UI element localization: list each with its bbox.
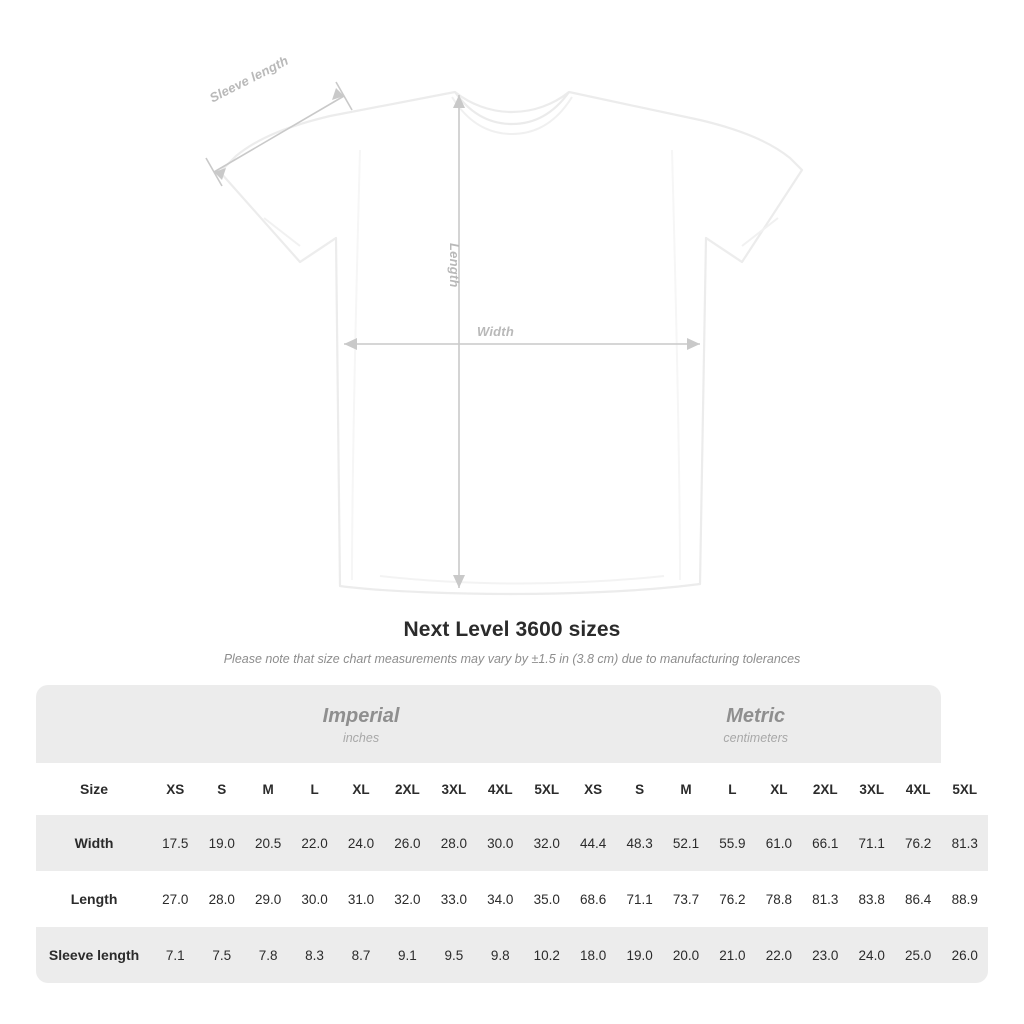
unit-header-row <box>36 685 988 763</box>
table-row-length <box>36 871 988 927</box>
cell-width-imp-s: 19.0 <box>199 815 245 871</box>
cell-width-imp-5xl: 32.0 <box>523 815 569 871</box>
cell-sleeve-imp-xs: 7.1 <box>152 927 198 983</box>
cell-length-met-5xl: 88.9 <box>951 891 978 907</box>
col-header-imp-5xl: 5XL <box>523 763 569 815</box>
title-block <box>0 618 1024 666</box>
label-width: Width <box>477 324 514 339</box>
header-size-label: Size <box>36 763 152 815</box>
label-length: Length <box>447 243 462 288</box>
col-header-imp-4xl: 4XL <box>477 763 523 815</box>
cell-length-met-4xl: 86.4 <box>905 891 932 907</box>
col-header-met-s: S <box>616 763 662 815</box>
cell-width-met-m: 52.1 <box>663 815 709 871</box>
col-header-met-3xl: 3XL <box>848 763 894 815</box>
page-title: Next Level 3600 sizes <box>403 618 621 641</box>
unit-name-imperial: Imperial <box>322 704 400 727</box>
col-header-met-xl: XL <box>756 763 802 815</box>
col-header-imp-m: M <box>245 763 291 815</box>
row-label-length: Length <box>70 891 118 907</box>
cell-length-imp-m: 29.0 <box>255 891 282 907</box>
cell-sleeve-met-m: 20.0 <box>663 927 709 983</box>
cell-sleeve-imp-4xl: 9.8 <box>477 927 523 983</box>
row-label-sleeve-length: Sleeve length <box>36 927 152 983</box>
unit-header-imperial <box>152 685 570 763</box>
cell-width-imp-m: 20.5 <box>245 815 291 871</box>
col-header-met-l: L <box>709 763 755 815</box>
size-table-container <box>36 685 988 983</box>
size-header-row <box>36 763 988 815</box>
cell-width-imp-2xl: 26.0 <box>384 815 430 871</box>
col-header-met-xs: XS <box>570 763 616 815</box>
cell-sleeve-met-xs: 18.0 <box>570 927 616 983</box>
col-header-imp-xl: XL <box>338 763 384 815</box>
cell-sleeve-imp-s: 7.5 <box>199 927 245 983</box>
unit-sub-metric: centimeters <box>723 730 788 745</box>
cell-sleeve-met-s: 19.0 <box>616 927 662 983</box>
size-table <box>36 685 988 983</box>
table-row-sleeve-length <box>36 927 988 983</box>
cell-length-imp-5xl: 35.0 <box>533 891 560 907</box>
cell-sleeve-met-3xl: 24.0 <box>848 927 894 983</box>
cell-width-met-5xl: 81.3 <box>941 815 988 871</box>
unit-header-metric <box>570 685 941 763</box>
cell-length-imp-xs: 27.0 <box>162 891 189 907</box>
cell-width-imp-3xl: 28.0 <box>431 815 477 871</box>
cell-length-met-s: 71.1 <box>626 891 653 907</box>
cell-length-met-xs: 68.6 <box>580 891 607 907</box>
table-row-width <box>36 815 988 871</box>
cell-width-imp-l: 22.0 <box>291 815 337 871</box>
cell-sleeve-imp-l: 8.3 <box>291 927 337 983</box>
cell-width-imp-xl: 24.0 <box>338 815 384 871</box>
cell-length-imp-xl: 31.0 <box>347 891 375 907</box>
cell-length-met-3xl: 83.8 <box>858 891 885 907</box>
col-header-imp-l: L <box>291 763 337 815</box>
cell-sleeve-imp-2xl: 9.1 <box>384 927 430 983</box>
tolerance-note: Please note that size chart measurements may vary by ±1.5 in (3.8 cm) due to manufacturing tolerances <box>223 652 801 666</box>
cell-width-imp-xs: 17.5 <box>152 815 198 871</box>
unit-sub-imperial: inches <box>342 730 380 745</box>
cell-length-met-2xl: 81.3 <box>812 891 839 907</box>
cell-sleeve-met-2xl: 23.0 <box>802 927 848 983</box>
cell-sleeve-imp-xl: 8.7 <box>338 927 384 983</box>
col-header-imp-s: S <box>199 763 245 815</box>
cell-width-met-xs: 44.4 <box>570 815 616 871</box>
col-header-imp-3xl: 3XL <box>431 763 477 815</box>
unit-header-spacer <box>36 685 152 763</box>
cell-width-imp-4xl: 30.0 <box>477 815 523 871</box>
cell-sleeve-imp-3xl: 9.5 <box>431 927 477 983</box>
col-header-met-4xl: 4XL <box>895 763 942 815</box>
label-sleeve-length: Sleeve length <box>207 52 291 106</box>
cell-width-met-l: 55.9 <box>709 815 755 871</box>
cell-length-met-xl: 78.8 <box>765 891 792 907</box>
col-header-imp-xs: XS <box>152 763 198 815</box>
cell-length-imp-4xl: 34.0 <box>487 891 514 907</box>
cell-width-met-s: 48.3 <box>616 815 662 871</box>
row-label-width: Width <box>36 815 152 871</box>
col-header-met-m: M <box>663 763 709 815</box>
col-header-met-2xl: 2XL <box>802 763 848 815</box>
cell-length-imp-2xl: 32.0 <box>394 891 421 907</box>
cell-length-imp-3xl: 33.0 <box>440 891 467 907</box>
cell-sleeve-met-5xl: 26.0 <box>941 927 988 983</box>
cell-sleeve-met-4xl: 25.0 <box>895 927 942 983</box>
cell-width-met-xl: 61.0 <box>756 815 802 871</box>
tshirt-shape <box>220 92 802 594</box>
cell-width-met-2xl: 66.1 <box>802 815 848 871</box>
cell-length-met-m: 73.7 <box>672 891 700 907</box>
cell-sleeve-imp-m: 7.8 <box>245 927 291 983</box>
col-header-met-5xl: 5XL <box>941 763 988 815</box>
col-header-imp-2xl: 2XL <box>384 763 430 815</box>
cell-length-imp-s: 28.0 <box>208 891 235 907</box>
cell-width-met-4xl: 76.2 <box>895 815 942 871</box>
cell-length-imp-l: 30.0 <box>301 891 328 907</box>
unit-name-metric: Metric <box>726 704 786 727</box>
cell-length-met-l: 76.2 <box>719 891 746 907</box>
cell-sleeve-imp-5xl: 10.2 <box>523 927 569 983</box>
cell-sleeve-met-l: 21.0 <box>709 927 755 983</box>
cell-width-met-3xl: 71.1 <box>848 815 894 871</box>
cell-sleeve-met-xl: 22.0 <box>756 927 802 983</box>
